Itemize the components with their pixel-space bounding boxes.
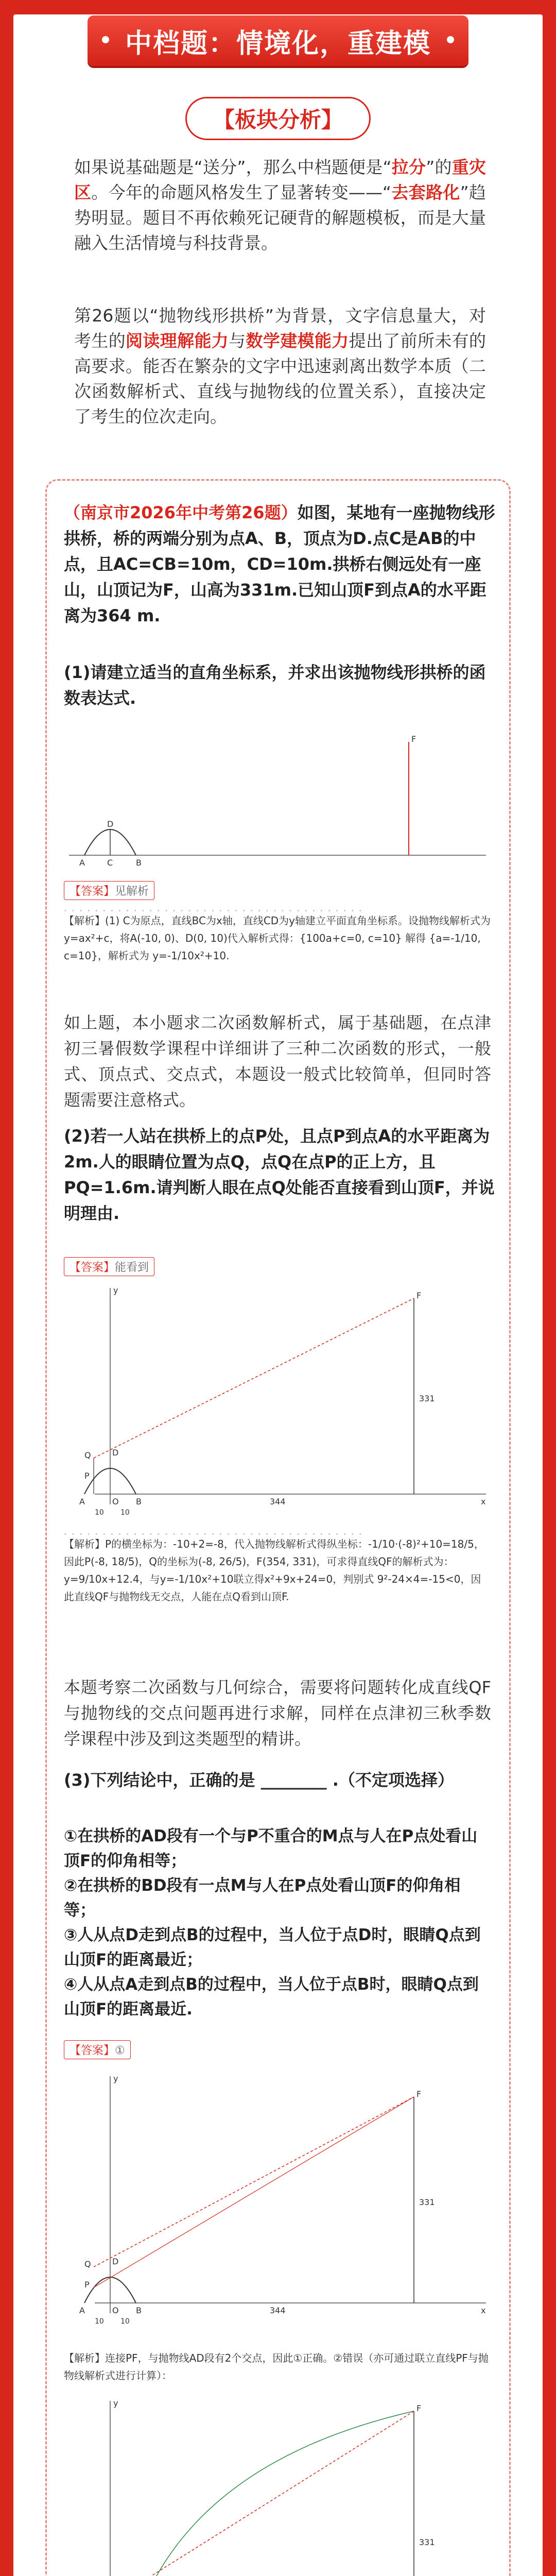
answer-text: 能看到 xyxy=(115,1261,149,1274)
label-F: F xyxy=(411,734,416,744)
text: 第26题以“抛物线形拱桥”为背景，文字信息量大，对考生的 xyxy=(74,306,486,351)
highlight: 重灾区 xyxy=(74,157,486,202)
commentary-2: 本题考察二次函数与几何综合，需要将问题转化成直线QF与抛物线的交点问题再进行求解，同样在点津初三秋季数学课程中涉及到这类题型的精讲。 xyxy=(64,1677,491,1749)
horizontal-distance: 344 xyxy=(270,2306,286,2315)
answer-label: 【答案】 xyxy=(70,2044,115,2057)
label-O: O xyxy=(112,1497,119,1506)
tangent-circle-arc xyxy=(126,2411,414,2576)
mountain-height: 331 xyxy=(419,2197,435,2207)
label-O: O xyxy=(112,2306,119,2315)
highlight: 拉分 xyxy=(391,157,426,177)
highlight: 数学建模能力 xyxy=(246,331,349,351)
option-3: ③人从点D走到点B的过程中，当人位于点D时，眼睛Q点到山顶F的距离最近； xyxy=(64,1926,481,1969)
tick-10: 10 xyxy=(120,1509,130,1517)
label-Q: Q xyxy=(84,2259,91,2269)
problem-source: （南京市2026年中考第26题） xyxy=(64,503,298,522)
label-x: x xyxy=(481,2306,486,2315)
mountain-height: 331 xyxy=(419,1394,435,1403)
answer-text: ① xyxy=(115,2044,125,2057)
label-y: y xyxy=(113,2398,118,2408)
label-D: D xyxy=(112,2257,119,2266)
answer-1 xyxy=(64,881,154,900)
intro-paragraph-2 xyxy=(74,303,486,429)
section-tag xyxy=(185,97,371,140)
text: ”的 xyxy=(426,157,452,177)
label-A: A xyxy=(79,858,85,868)
label-y: y xyxy=(113,1285,118,1295)
label-B: B xyxy=(136,2306,142,2315)
answer-text: 见解析 xyxy=(115,885,149,898)
label-F: F xyxy=(416,1291,422,1300)
answer-2 xyxy=(64,1257,154,1276)
sight-line xyxy=(94,2097,414,2267)
option-1: ①在拱桥的AD段有一个与P不重合的M点与人在P点处看山顶F的仰角相等； xyxy=(64,1827,478,1870)
section-tag-text: 【板块分析】 xyxy=(213,107,343,132)
label-x: x xyxy=(481,1497,486,1506)
figure-1 xyxy=(64,721,491,876)
label-A: A xyxy=(79,1497,85,1506)
answer-label: 【答案】 xyxy=(70,885,115,898)
label-B: B xyxy=(136,858,142,868)
intro-paragraph-1 xyxy=(74,155,486,256)
text: 提出了前所未有的高要求。能否在繁杂的文字中迅速剥离出数学本质（二次函数解析式、直线与抛物线的位置关系），直接决定了考生的位次走向。 xyxy=(74,331,486,427)
text: 如果说基础题是“送分”，那么中档题便是“ xyxy=(74,157,392,177)
analysis-2: • • • 【解析】P的横坐标为：-10+2=-8，代入抛物线解析式得纵坐标：-1/10·(-8)²+10=18/5，因此P(-8, 18/5)，Q的坐标为(-8, 26/5)，F(354, 331)，可求得直线QF的解析式为：y=9/10x+12.4，与y=-1/10x²+10联立得x²+9x+24=0，判别式 9²-24×4=-15<0，因此直线QF与抛物线无交点，人能在点Q看到山顶F. xyxy=(64,1535,491,1605)
highlight: 去套路化 xyxy=(391,182,460,202)
question-2: (2)若一人站在拱桥上的点P处，且点P到点A的水平距离为2m.人的眼睛位置为点Q，点Q在点P的正上方，且PQ=1.6m.请判断人眼在点Q处能否直接看到山顶F，并说明理由. xyxy=(64,1126,495,1223)
tick-10: 10 xyxy=(95,2317,104,2326)
text: 与 xyxy=(229,331,246,351)
label-A: A xyxy=(79,2306,85,2315)
sight-line xyxy=(94,1298,414,1458)
question-3: (3)下列结论中，正确的是 ________ .（不定项选择） xyxy=(64,1770,454,1790)
page-title-text: 中档题：情境化，重建模 xyxy=(125,28,431,59)
label-Q: Q xyxy=(84,1450,91,1460)
label-P: P xyxy=(84,2280,90,2290)
label-F: F xyxy=(416,2403,422,2413)
label-D: D xyxy=(112,1448,119,1458)
highlight: 阅读理解能力 xyxy=(126,331,229,351)
mountain-height: 331 xyxy=(419,2537,435,2547)
answer-label: 【答案】 xyxy=(70,1261,115,1274)
problem-stem-text: 如图，某地有一座抛物线形拱桥，桥的两端分别为点A、B，顶点为D.点C是AB的中点，且AC=CB=10m，CD=10m.拱桥右侧远处有一座山，山顶记为F，山高为331m.已知山顶F到点A的水平距离为364 m. xyxy=(64,503,495,625)
sight-line xyxy=(94,2411,414,2576)
commentary-1: 如上题，本小题求二次函数解析式，属于基础题，在点津初三暑假数学课程中详细讲了三种二次函数的形式，一般式、顶点式、交点式，本题设一般式比较简单，但同时答题需要注意格式。 xyxy=(64,1013,491,1110)
sight-line-2 xyxy=(94,2097,414,2287)
option-2: ②在拱桥的BD段有一点M与人在P点处看山顶F的仰角相等； xyxy=(64,1876,461,1920)
figure-4 xyxy=(64,2391,491,2576)
figure-2 xyxy=(64,1278,491,1525)
label-y: y xyxy=(113,2074,118,2083)
option-4: ④人从点A走到点B的过程中，当人位于点B时，眼睛Q点到山顶F的距离最近. xyxy=(64,1975,479,2019)
answer-3 xyxy=(64,2040,131,2059)
label-D: D xyxy=(107,819,114,829)
horizontal-distance: 344 xyxy=(270,1497,286,1506)
problem-stem xyxy=(64,500,496,629)
question-1: (1)请建立适当的直角坐标系，并求出该抛物线形拱桥的函数表达式. xyxy=(64,663,486,708)
text: 。今年的命题风格发生了显著转变——“ xyxy=(91,182,392,202)
analysis-3: 【解析】连接PF，与抛物线AD段有2个交点，因此①正确。②错误（亦可通过联立直线PF与抛物线解析式进行计算）： xyxy=(64,2352,489,2382)
label-F: F xyxy=(416,2089,422,2099)
tick-10: 10 xyxy=(95,1509,104,1517)
page-title xyxy=(88,15,468,66)
text: ”趋势明显。题目不再依赖死记硬背的解题模板，而是大量融入生活情境与科技背景。 xyxy=(74,182,486,253)
label-C: C xyxy=(107,858,113,868)
analysis-1: • • • 【解析】(1) C为原点，直线BC为x轴，直线CD为y轴建立平面直角坐标系。设抛物线解析式为y=ax²+c，将A(-10, 0)、D(0, 10)代入解析式得：{100a+c=0, c=10} 解得 {a=-1/10, c=10}，解析式为 y=-1/10x²+10. xyxy=(64,912,491,964)
label-P: P xyxy=(84,1471,90,1481)
tick-10: 10 xyxy=(120,2317,130,2326)
label-B: B xyxy=(136,1497,142,1506)
figure-3 xyxy=(64,2066,491,2334)
